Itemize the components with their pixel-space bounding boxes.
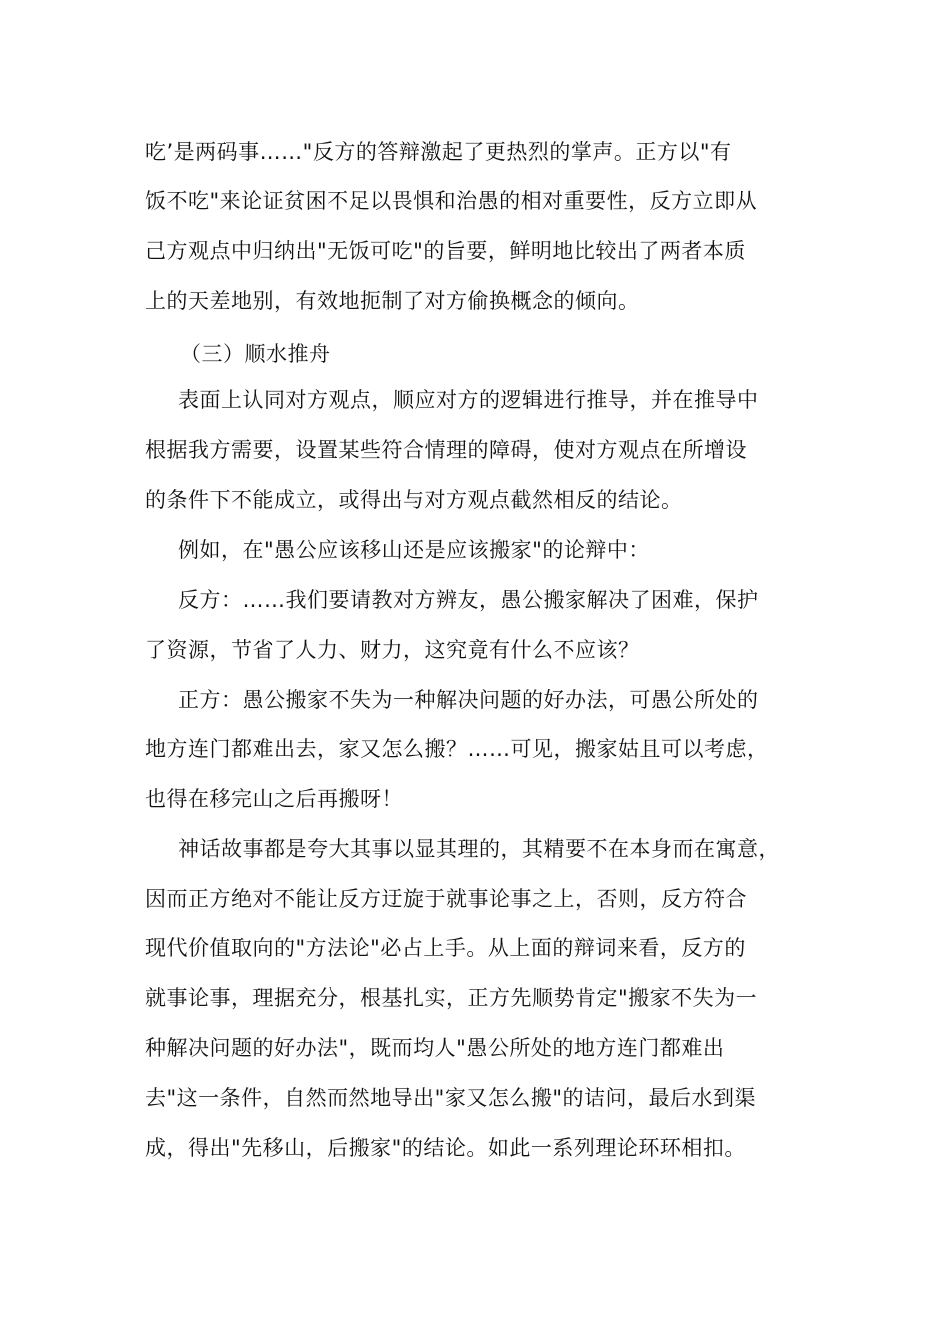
text-line-19: 种解决问题的好办法"，既而均人"愚公所处的地方连门都难出 <box>145 1036 725 1060</box>
section-heading: （三）顺水推舟 <box>180 342 331 366</box>
text-line-8: 的条件下不能成立，或得出与对方观点截然相反的结论。 <box>145 488 683 512</box>
text-line-16: 因而正方绝对不能让反方迂旋于就事论事之上，否则，反方符合 <box>145 887 747 911</box>
text-line-6: 表面上认同对方观点，顺应对方的逻辑进行推导，并在推导中 <box>178 388 759 412</box>
text-line-20: 去"这一条件，自然而然地导出"家又怎么搬"的诘问，最后水到渠 <box>145 1086 756 1110</box>
text-line-7: 根据我方需要，设置某些符合情理的障碍，使对方观点在所增设 <box>145 438 747 462</box>
text-line-3: 己方观点中归纳出"无饭可吃"的旨要，鲜明地比较出了两者本质 <box>145 239 746 263</box>
text-line-21: 成，得出"先移山，后搬家"的结论。如此一系列理论环环相扣。 <box>145 1136 746 1160</box>
text-line-11: 了资源，节省了人力、财力，这究竟有什么不应该？ <box>145 638 640 662</box>
text-line-9: 例如，在"愚公应该移山还是应该搬家"的论辩中： <box>178 538 650 562</box>
text-line-4: 上的天差地别，有效地扼制了对方偷换概念的倾向。 <box>145 289 640 313</box>
text-line-14: 也得在移完山之后再搬呀！ <box>145 787 403 811</box>
text-line-10: 反方：……我们要请教对方辨友，愚公搬家解决了困难，保护 <box>178 588 759 612</box>
text-line-12: 正方：愚公搬家不失为一种解决问题的好办法，可愚公所处的 <box>178 688 759 712</box>
text-line-15: 神话故事都是夸大其事以显其理的，其精要不在本身而在寓意， <box>178 837 780 861</box>
text-line-2: 饭不吃"来论证贫困不足以畏惧和治愚的相对重要性，反方立即从 <box>145 189 758 213</box>
text-line-18: 就事论事，理据充分，根基扎实，正方先顺势肯定"搬家不失为一 <box>145 986 758 1010</box>
text-line-13: 地方连门都难出去，家又怎么搬？……可见，搬家姑且可以考虑， <box>145 737 769 761</box>
text-line-17: 现代价值取向的"方法论"必占上手。从上面的辩词来看，反方的 <box>145 936 746 960</box>
text-line-1: 吃’是两码事……"反方的答辩激起了更热烈的掌声。正方以"有 <box>145 140 732 164</box>
